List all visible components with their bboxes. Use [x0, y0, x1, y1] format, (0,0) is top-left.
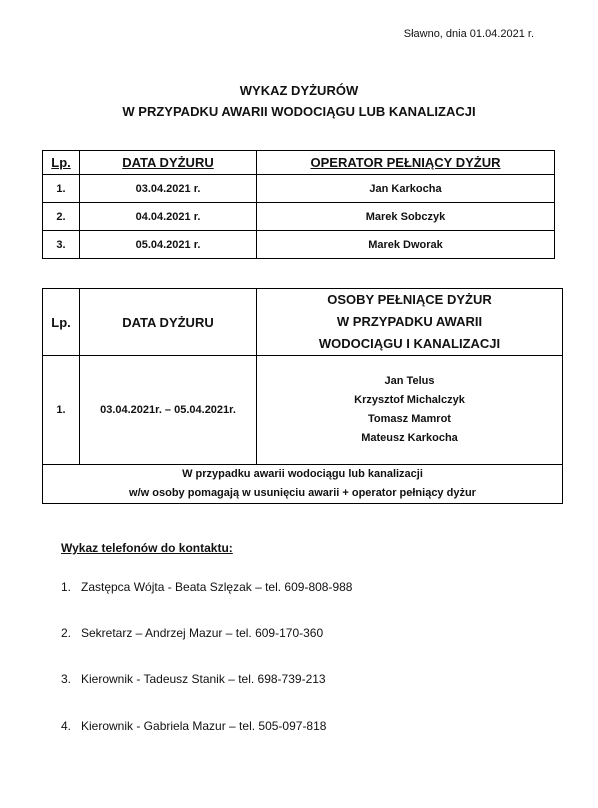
cell-date-range: 03.04.2021r. – 05.04.2021r.	[80, 356, 257, 465]
column-header-persons	[257, 289, 563, 356]
contact-text: Kierownik - Tadeusz Stanik – tel. 698-739-213	[81, 672, 326, 686]
column-header-operator: OPERATOR PEŁNIĄCY DYŻUR	[257, 151, 555, 175]
footer-line: W przypadku awarii wodociągu lub kanalizacji	[182, 468, 423, 480]
table-header-row	[43, 289, 563, 356]
cell-date: 03.04.2021 r.	[80, 175, 257, 203]
table-footer-row	[43, 465, 563, 504]
table-row	[43, 175, 555, 203]
contact-item	[61, 719, 326, 733]
person-name: Tomasz Mamrot	[368, 413, 451, 425]
footer-note	[43, 465, 563, 504]
contact-number: 2.	[61, 626, 72, 640]
cell-date: 04.04.2021 r.	[80, 203, 257, 231]
cell-lp: 1.	[43, 175, 80, 203]
cell-operator: Marek Sobczyk	[257, 203, 555, 231]
emergency-staff-table	[42, 288, 563, 504]
person-name: Mateusz Karkocha	[361, 432, 458, 444]
header-line: W PRZYPADKU AWARII	[336, 314, 483, 329]
document-subtitle: W PRZYPADKU AWARII WODOCIĄGU LUB KANALIZACJI	[122, 104, 476, 119]
document-date: Sławno, dnia 01.04.2021 r.	[403, 28, 534, 40]
column-header-date: DATA DYŻURU	[80, 289, 257, 356]
contact-number: 1.	[61, 580, 72, 594]
column-header-lp: Lp.	[43, 289, 80, 356]
column-header-date: DATA DYŻURU	[80, 151, 257, 175]
person-name: Jan Telus	[384, 375, 435, 387]
cell-date: 05.04.2021 r.	[80, 231, 257, 259]
header-line: OSOBY PEŁNIĄCE DYŻUR	[327, 292, 492, 307]
cell-lp: 2.	[43, 203, 80, 231]
table-row	[43, 231, 555, 259]
cell-lp: 3.	[43, 231, 80, 259]
contact-text: Sekretarz – Andrzej Mazur – tel. 609-170-360	[81, 626, 324, 640]
contact-number: 4.	[61, 719, 72, 733]
table-header-row	[43, 151, 555, 175]
person-name: Krzysztof Michalczyk	[354, 394, 465, 406]
header-line: WODOCIĄGU I KANALIZACJI	[318, 336, 501, 351]
cell-operator: Jan Karkocha	[257, 175, 555, 203]
column-header-lp: Lp.	[43, 151, 80, 175]
contact-item	[61, 626, 323, 640]
contact-text: Zastępca Wójta - Beata Szlęzak – tel. 609-808-988	[81, 580, 353, 594]
cell-persons	[257, 356, 563, 465]
duty-operator-table	[42, 150, 555, 259]
contact-item	[61, 580, 352, 594]
contact-number: 3.	[61, 672, 72, 686]
cell-operator: Marek Dworak	[257, 231, 555, 259]
table-row	[43, 203, 555, 231]
cell-lp: 1.	[43, 356, 80, 465]
contact-text: Kierownik - Gabriela Mazur – tel. 505-097-818	[81, 719, 327, 733]
contacts-heading: Wykaz telefonów do kontaktu:	[61, 541, 233, 555]
contact-item	[61, 672, 326, 686]
document-title: WYKAZ DYŻURÓW	[239, 83, 359, 98]
footer-line: w/w osoby pomagają w usunięciu awarii + operator pełniący dyżur	[129, 487, 476, 499]
table-row	[43, 356, 563, 465]
